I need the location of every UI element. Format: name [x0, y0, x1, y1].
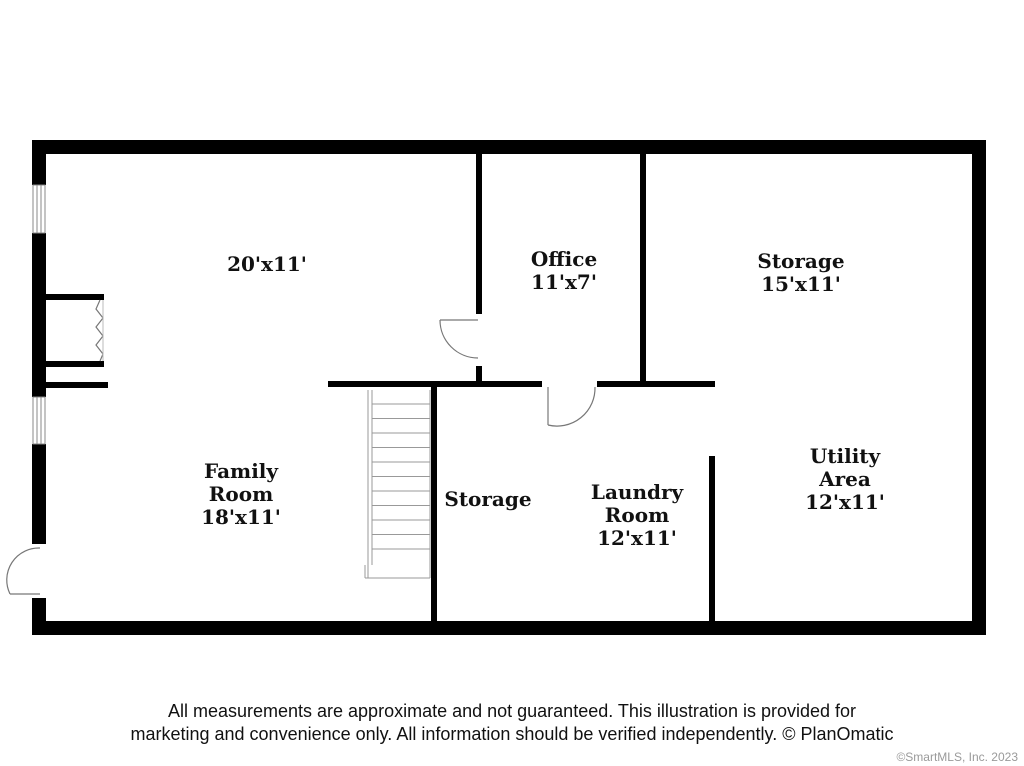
office-wall-left-upper [476, 154, 482, 314]
outer-wall-left-a [32, 140, 46, 185]
entry-door [7, 548, 40, 594]
closet-wall-bottom [46, 361, 104, 367]
mid-wall-right [597, 381, 715, 387]
room-label-storage-mid [433, 488, 543, 511]
room-name-line1: Utility [809, 444, 881, 468]
laundry-wall [709, 456, 715, 621]
office-wall-right [640, 154, 646, 384]
room-dim: 12'x11' [805, 490, 885, 514]
room-name-line2: Area [819, 467, 871, 491]
outer-wall-bottom [32, 621, 986, 635]
room-name-line2: Room [604, 503, 670, 527]
room-dimension-top-left [207, 253, 327, 276]
room-label-family [176, 460, 306, 529]
disclaimer-line-2: marketing and convenience only. All information should be verified independently. © PlanOmatic [130, 724, 894, 744]
outer-wall-top [32, 140, 986, 154]
room-name: Office [530, 247, 598, 271]
room-label-office [504, 248, 624, 294]
room-name: Storage [757, 249, 845, 273]
outer-wall-right [972, 140, 986, 635]
room-name-line1: Family [203, 459, 279, 483]
closet-wall-lower [46, 382, 108, 388]
laundry-door [548, 387, 595, 426]
room-dim: 20'x11' [227, 252, 307, 276]
window-upper [33, 185, 45, 233]
bifold-door [96, 300, 103, 361]
outer-wall-left-b [32, 233, 46, 397]
room-name-line1: Laundry [590, 480, 684, 504]
office-door [440, 320, 478, 358]
copyright-notice: ©SmartMLS, Inc. 2023 [896, 750, 1018, 764]
room-dim: 15'x11' [761, 272, 841, 296]
room-dim: 11'x7' [531, 270, 597, 294]
room-dim: 18'x11' [201, 505, 281, 529]
outer-wall-left-d [32, 598, 46, 635]
window-lower [33, 397, 45, 444]
outer-wall-left-c [32, 444, 46, 544]
closet-wall-top [46, 294, 104, 300]
disclaimer-line-1: All measurements are approximate and not guaranteed. This illustration is provided for [167, 701, 857, 721]
room-label-laundry [572, 481, 702, 550]
mid-wall-left [328, 381, 542, 387]
room-name: Storage [444, 487, 532, 511]
room-label-storage-top [731, 250, 871, 296]
room-name-line2: Room [208, 482, 274, 506]
room-label-utility [785, 445, 905, 514]
room-dim: 12'x11' [597, 526, 677, 550]
